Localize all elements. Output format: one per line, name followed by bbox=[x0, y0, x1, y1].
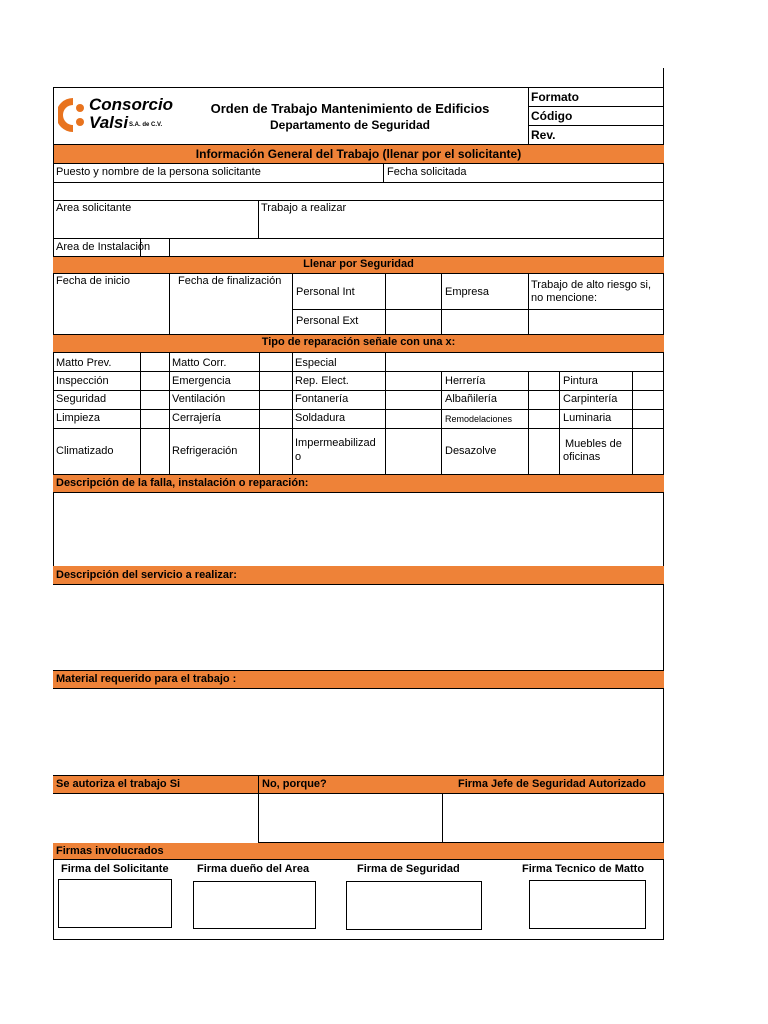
label-autoriza-si: Se autoriza el trabajo Si bbox=[56, 778, 181, 790]
label-autoriza-no: No, porque? bbox=[262, 778, 327, 790]
meta-rev: Rev. bbox=[531, 128, 556, 142]
checkbox-inspeccion[interactable] bbox=[141, 372, 168, 389]
input-firma-jefe[interactable] bbox=[443, 794, 662, 841]
label-area-instalacion: Area de Instalación bbox=[56, 241, 151, 253]
rep-seguridad: Seguridad bbox=[56, 393, 107, 405]
label-area-solicitante: Area solicitante bbox=[56, 202, 132, 214]
label-material: Material requerido para el trabajo : bbox=[56, 673, 237, 685]
section-title-firmas: Firmas involucrados bbox=[56, 845, 164, 857]
rep-cerrajeria: Cerrajería bbox=[172, 412, 221, 424]
checkbox-albanileria[interactable] bbox=[529, 391, 558, 408]
label-fecha-finalizacion: Fecha de finalización bbox=[178, 275, 282, 287]
meta-formato: Formato bbox=[531, 90, 579, 104]
textarea-material[interactable] bbox=[54, 689, 662, 773]
rep-especial: Especial bbox=[295, 357, 337, 369]
input-trabajo-realizar[interactable] bbox=[261, 217, 661, 237]
checkbox-emergencia[interactable] bbox=[260, 372, 291, 389]
checkbox-limpieza[interactable] bbox=[141, 410, 168, 427]
logo-symbol-icon bbox=[58, 96, 88, 134]
rep-impermeabilizado-1: Impermeabilizad bbox=[295, 437, 376, 449]
checkbox-cerrajeria[interactable] bbox=[260, 410, 291, 427]
input-personal-ext[interactable] bbox=[386, 310, 440, 333]
rep-carpinteria: Carpintería bbox=[563, 393, 618, 405]
rep-emergencia: Emergencia bbox=[172, 375, 231, 387]
rep-luminaria: Luminaria bbox=[563, 412, 612, 424]
checkbox-soldadura[interactable] bbox=[386, 410, 440, 427]
rep-soldadura: Soldadura bbox=[295, 412, 346, 424]
signature-box-dueno-area[interactable] bbox=[193, 881, 316, 929]
rep-inspeccion: Inspección bbox=[56, 375, 109, 387]
checkbox-matto-prev[interactable] bbox=[141, 353, 168, 370]
textarea-descripcion-falla[interactable] bbox=[54, 493, 662, 565]
logo-suffix: S.A. de C.V. bbox=[129, 122, 163, 128]
input-puesto-row[interactable] bbox=[54, 183, 662, 200]
checkbox-remodelaciones[interactable] bbox=[529, 410, 558, 427]
label-alto-riesgo-1: Trabajo de alto riesgo si, bbox=[531, 279, 652, 291]
label-descripcion-servicio: Descripción del servicio a realizar: bbox=[56, 569, 237, 581]
meta-codigo: Código bbox=[531, 109, 573, 123]
logo-text-line1: Consorcio bbox=[89, 95, 174, 114]
rep-fontaneria: Fontanería bbox=[295, 393, 349, 405]
checkbox-ventilacion[interactable] bbox=[260, 391, 291, 408]
rep-desazolve: Desazolve bbox=[445, 445, 497, 457]
label-fecha-solicitada: Fecha solicitada bbox=[387, 166, 467, 178]
rep-impermeabilizado-2: o bbox=[295, 451, 302, 463]
rep-ventilacion: Ventilación bbox=[172, 393, 226, 405]
checkbox-matto-corr[interactable] bbox=[260, 353, 291, 370]
checkbox-luminaria[interactable] bbox=[633, 410, 662, 427]
checkbox-pintura[interactable] bbox=[633, 372, 662, 389]
checkbox-especial[interactable] bbox=[386, 353, 662, 370]
checkbox-climatizado[interactable] bbox=[141, 429, 168, 473]
label-descripcion-falla: Descripción de la falla, instalación o reparación: bbox=[56, 477, 309, 489]
rep-limpieza: Limpieza bbox=[56, 412, 101, 424]
form-subtitle: Departamento de Seguridad bbox=[269, 118, 431, 132]
checkbox-rep-elect[interactable] bbox=[386, 372, 440, 389]
textarea-descripcion-servicio[interactable] bbox=[54, 585, 662, 669]
label-personal-ext: Personal Ext bbox=[296, 315, 359, 327]
signature-box-seguridad[interactable] bbox=[346, 881, 482, 930]
page-right-border bbox=[663, 68, 664, 940]
section-title-reparacion: Tipo de reparación señale con una x: bbox=[261, 336, 456, 348]
section-title-general: Información General del Trabajo (llenar por el solicitante) bbox=[195, 147, 522, 161]
label-personal-int: Personal Int bbox=[296, 286, 355, 298]
label-firma-jefe: Firma Jefe de Seguridad Autorizado bbox=[458, 778, 646, 790]
checkbox-seguridad[interactable] bbox=[141, 391, 168, 408]
input-personal-int[interactable] bbox=[386, 274, 440, 308]
signature-box-tecnico[interactable] bbox=[529, 880, 646, 929]
label-trabajo-realizar: Trabajo a realizar bbox=[261, 202, 347, 214]
rep-matto-corr: Matto Corr. bbox=[172, 357, 227, 369]
checkbox-desazolve[interactable] bbox=[529, 429, 558, 473]
rep-refrigeracion: Refrigeración bbox=[172, 445, 238, 457]
rep-rep-elect: Rep. Elect. bbox=[295, 375, 349, 387]
label-firma-tecnico: Firma Tecnico de Matto bbox=[522, 863, 645, 875]
checkbox-herreria[interactable] bbox=[529, 372, 558, 389]
input-autoriza-si[interactable] bbox=[54, 794, 257, 841]
section-title-seguridad: Llenar por Seguridad bbox=[303, 258, 414, 270]
rep-herreria: Herrería bbox=[445, 375, 486, 387]
rep-muebles-2: oficinas bbox=[563, 451, 601, 463]
checkbox-carpinteria[interactable] bbox=[633, 391, 662, 408]
input-area-instalacion[interactable] bbox=[170, 239, 662, 256]
label-puesto: Puesto y nombre de la persona solicitante bbox=[56, 166, 261, 178]
label-fecha-inicio: Fecha de inicio bbox=[56, 275, 130, 287]
checkbox-refrigeracion[interactable] bbox=[260, 429, 291, 473]
checkbox-fontaneria[interactable] bbox=[386, 391, 440, 408]
label-firma-seguridad: Firma de Seguridad bbox=[357, 863, 460, 875]
form-title: Orden de Trabajo Mantenimiento de Edificios bbox=[210, 101, 490, 116]
logo-text-line2: Valsi bbox=[89, 113, 129, 132]
rep-matto-prev: Matto Prev. bbox=[56, 357, 112, 369]
label-alto-riesgo-2: no mencione: bbox=[531, 292, 598, 304]
rep-remodelaciones: Remodelaciones bbox=[445, 414, 513, 424]
signature-box-solicitante[interactable] bbox=[58, 879, 172, 928]
label-empresa: Empresa bbox=[445, 286, 490, 298]
rep-climatizado: Climatizado bbox=[56, 445, 114, 457]
rep-albanileria: Albañilería bbox=[445, 393, 497, 405]
checkbox-impermeabilizado[interactable] bbox=[386, 429, 440, 473]
label-firma-solicitante: Firma del Solicitante bbox=[61, 863, 169, 875]
rep-muebles-1: Muebles de bbox=[565, 438, 622, 450]
label-firma-dueno-area: Firma dueño del Area bbox=[197, 863, 310, 875]
input-autoriza-no-porque[interactable] bbox=[259, 794, 441, 841]
rep-pintura: Pintura bbox=[563, 375, 598, 387]
checkbox-muebles[interactable] bbox=[633, 429, 662, 473]
